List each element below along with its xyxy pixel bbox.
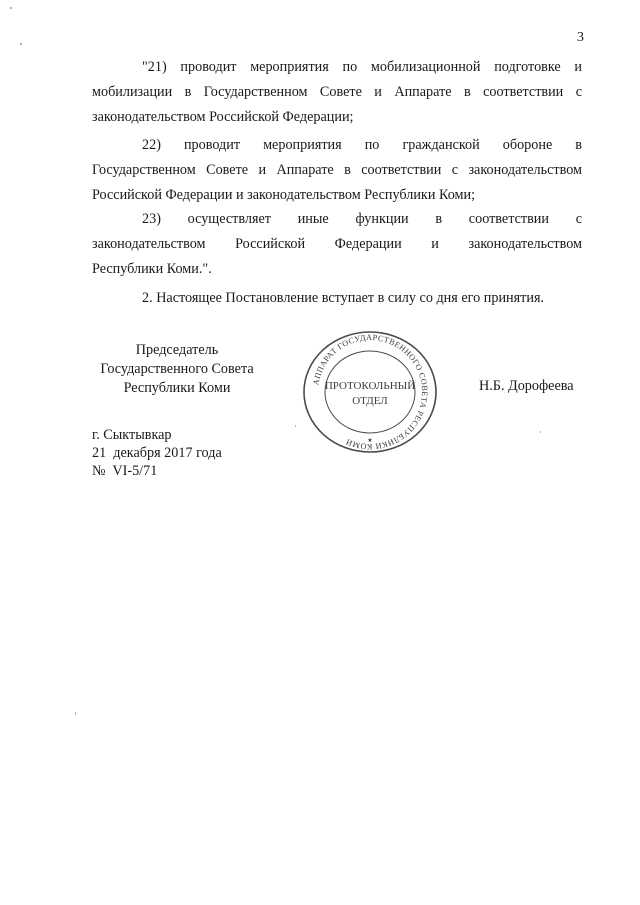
paragraph-line: Российской Федерации и законодательством Республики Коми; xyxy=(92,187,476,203)
scan-speck xyxy=(20,43,22,45)
paragraph-item-23 xyxy=(92,207,582,282)
paragraph-item-22 xyxy=(92,133,582,208)
star-icon: ★ xyxy=(367,437,373,444)
paragraph-line: "21) проводит мероприятия по мобилизационной подготовке и xyxy=(142,59,582,75)
paragraph-effective-date xyxy=(92,286,582,311)
page-number: 3 xyxy=(577,30,584,45)
paragraph-line: Республики Коми.". xyxy=(92,261,212,277)
signatory-title-line: Государственного Совета xyxy=(100,361,254,377)
scan-speck xyxy=(10,7,12,9)
stamp-center-line: ПРОТОКОЛЬНЫЙ xyxy=(324,380,416,392)
paragraph-line: 23) осуществляет иные функции в соответствии с xyxy=(142,211,582,227)
scan-speck xyxy=(540,431,541,433)
document-date: 21 декабря 2017 года xyxy=(92,445,222,461)
stamp-ring-text: АППАРАТ ГОСУДАРСТВЕННОГО СОВЕТА РЕСПУБЛИКИ КОМИ xyxy=(311,332,430,452)
paragraph-item-21 xyxy=(92,55,582,130)
scan-speck xyxy=(75,712,76,715)
paragraph-line: Государственном Совете и Аппарате в соответствии с законодательством xyxy=(92,162,582,178)
paragraph-line: 2. Настоящее Постановление вступает в силу со дня его принятия. xyxy=(142,290,545,306)
paragraph-line: законодательством Российской Федерации; xyxy=(92,109,354,125)
place: г. Сыктывкар xyxy=(92,427,172,443)
signatory-title-line: Председатель xyxy=(135,342,219,358)
document-number: № VI-5/71 xyxy=(92,463,158,479)
signatory-title-line: Республики Коми xyxy=(123,380,231,396)
scan-speck xyxy=(295,425,296,427)
paragraph-line: 22) проводит мероприятия по гражданской обороне в xyxy=(142,137,582,153)
paragraph-line: мобилизации в Государственном Совете и Аппарате в соответствии с xyxy=(92,84,582,100)
stamp-center-line: ОТДЕЛ xyxy=(352,395,388,407)
paragraph-line: законодательством Российской Федерации и законодательством xyxy=(92,236,582,252)
place-date-number xyxy=(92,426,222,480)
signatory-name: Н.Б. Дорофеева xyxy=(479,378,574,394)
signatory-title xyxy=(92,341,262,398)
official-seal-stamp xyxy=(300,328,440,456)
